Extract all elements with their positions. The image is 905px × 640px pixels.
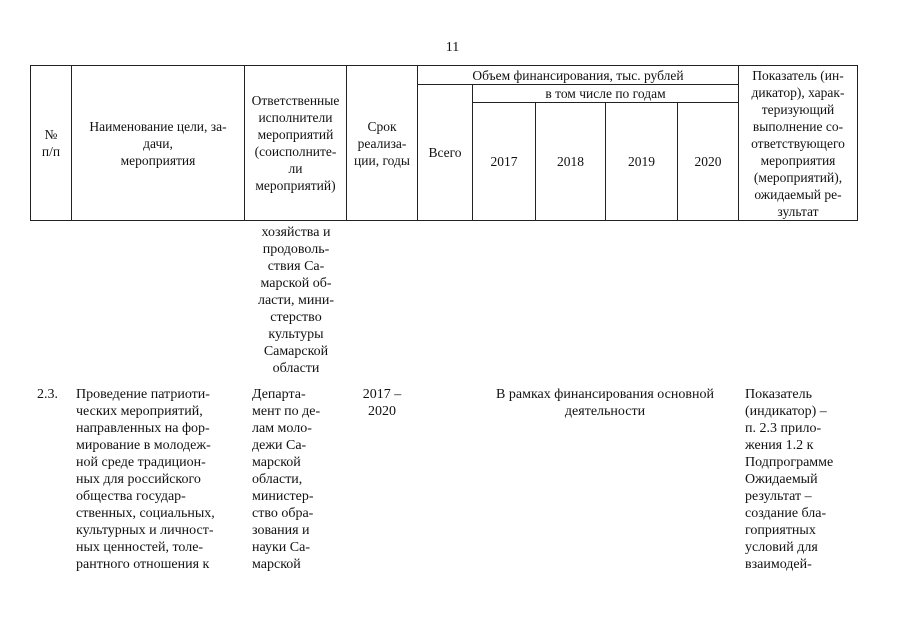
header-year-2019-cell	[605, 102, 678, 221]
header-funding-cell	[417, 65, 739, 85]
header-by-years-label: в том числе по годам	[545, 86, 666, 101]
row-indicator: Показатель (индикатор) – п. 2.3 прило- жения 1.2 к Подпрограмме Ожидаемый результат – создание бла- гоприятных условий для взаимодей-	[745, 387, 834, 572]
page-number: 11	[445, 40, 460, 55]
row-responsible-text: Департа- мент по де- лам моло- дежи Са- марской области, министер- ство обра- зования и науки Са- марской	[252, 387, 321, 572]
header-by-years-cell	[472, 84, 739, 103]
header-year-label: 2019	[628, 154, 655, 169]
header-responsible-cell	[244, 65, 347, 221]
header-year-2017-cell	[472, 102, 536, 221]
header-responsible-label: Ответственные исполнители мероприятий (соисполните- ли мероприятий)	[251, 93, 340, 193]
header-name-label: Наименование цели, за- дачи, мероприятия	[89, 118, 227, 168]
header-term-label: Срок реализа- ции, годы	[354, 118, 410, 168]
header-name-cell	[71, 65, 245, 221]
header-year-label: 2017	[490, 154, 518, 169]
continuation-responsible: хозяйства и продоволь- ствия Са- марской об- ласти, мини- стерство культуры Самарской области	[257, 225, 335, 376]
header-total-cell	[417, 84, 473, 221]
row-name-text: Проведение патриоти- ческих мероприятий, направленных на фор- мирование в молодеж- ной среде традицион- ных для российского общества государ- ственных, социальных, культурных и личност- ных ценностей, толе- рантного отношения к	[76, 387, 215, 572]
header-num-cell	[30, 65, 72, 221]
header-indicator-cell	[738, 65, 858, 221]
header-indicator-label: Показатель (ин- дикатор), харак- теризующий выполнение со- ответствующего мероприятия (мероприятий), ожидаемый ре- зультат	[751, 67, 845, 219]
header-total-label: Всего	[428, 145, 462, 160]
row-name	[76, 386, 246, 573]
row-responsible	[252, 386, 344, 573]
header-year-2018-cell	[535, 102, 606, 221]
header-year-2020-cell	[677, 102, 739, 221]
header-year-label: 2020	[694, 154, 722, 169]
header-term-cell	[346, 65, 418, 221]
row-num: 2.3.	[37, 387, 58, 402]
row-term: 2017 – 2020	[362, 387, 402, 419]
row-funding: В рамках финансирования основной деятельности	[496, 387, 714, 419]
header-funding-label: Объем финансирования, тыс. рублей	[472, 67, 684, 83]
header-num-label: № п/п	[41, 127, 61, 159]
header-year-label: 2018	[557, 154, 584, 169]
